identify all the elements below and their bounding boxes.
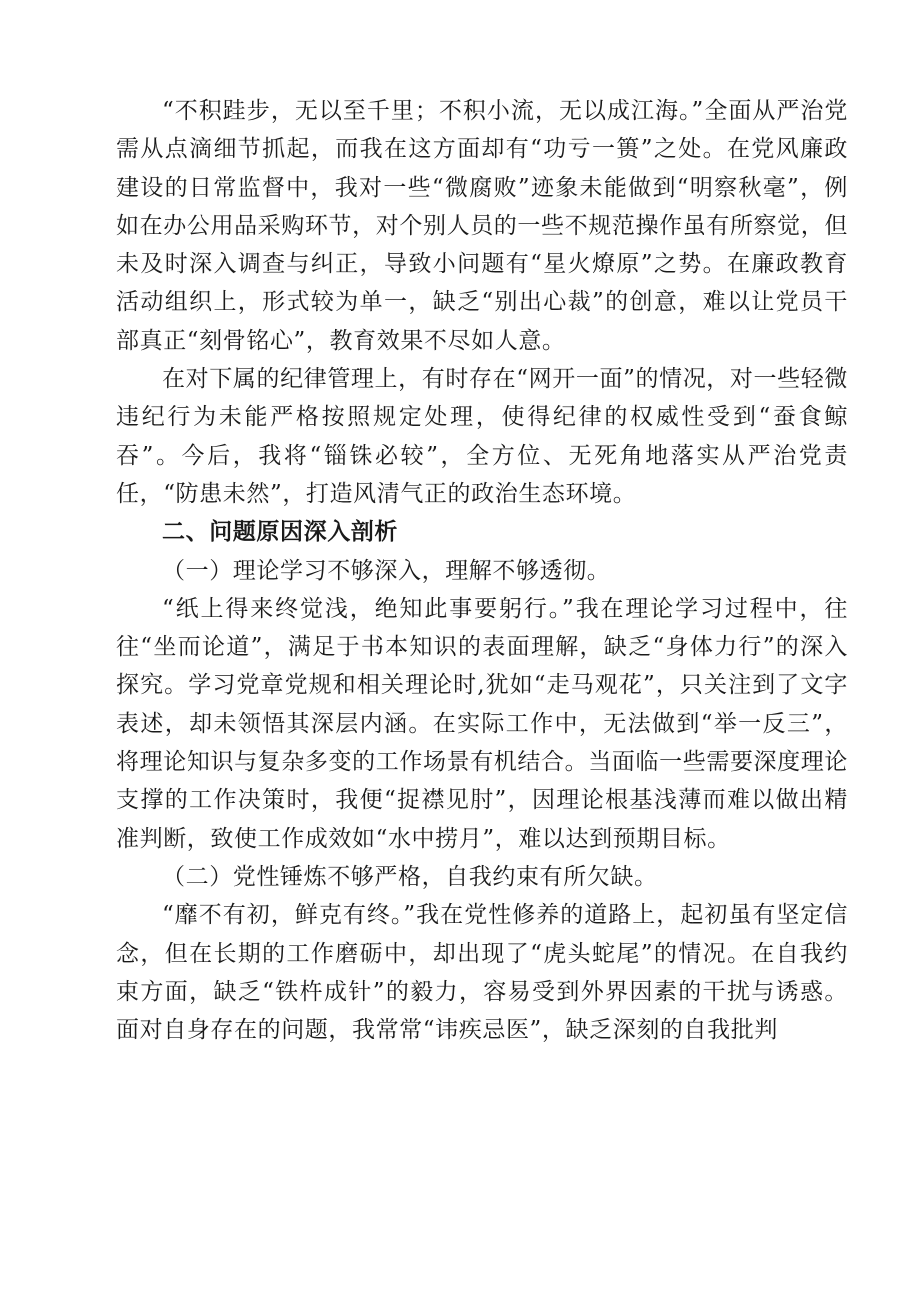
paragraph-theory-study: “纸上得来终觉浅，绝知此事要躬行。”我在理论学习过程中，往往“坐而论道”，满足于书本知识的表面理解，缺乏“身体力行”的深入探究。学习党章党规和相关理论时,犹如“走马观花”，只关注到了文字表述，却未领悟其深层内涵。在实际工作中，无法做到“举一反三”，将理论知识与复杂多变的工作场景有机结合。当面临一些需要深度理论支撑的工作决策时，我便“捉襟见肘”，因理论根基浅薄而难以做出精准判断，致使工作成效如“水中捞月”，难以达到预期目标。 — [116, 595, 848, 852]
document-page — [116, 92, 848, 1049]
subheading-theory-study: （一）理论学习不够深入，理解不够透彻。 — [162, 557, 611, 584]
paragraph-discipline: 在对下属的纪律管理上，有时存在“网开一面”的情况，对一些轻微违纪行为未能严格按照规定处理，使得纪律的权威性受到“蚕食鲸吞”。今后，我将“锱铢必较”，全方位、无死角地落实从严治党责任，“防患未然”，打造风清气正的政治生态环境。 — [116, 366, 848, 507]
paragraph-party-spirit: “靡不有初，鲜克有终。”我在党性修养的道路上，起初虽有坚定信念，但在长期的工作磨砺中，却出现了“虎头蛇尾”的情况。在自我约束方面，缺乏“铁杵成针”的毅力，容易受到外界因素的干扰与诱惑。面对自身存在的问题，我常常“讳疾忌医”，缺乏深刻的自我批判 — [116, 902, 848, 1044]
subheading-party-spirit: （二）党性锤炼不够严格，自我约束有所欠缺。 — [162, 863, 658, 890]
paragraph-supervision: “不积跬步，无以至千里；不积小流，无以成江海。”全面从严治党需从点滴细节抓起，而我在这方面却有“功亏一篑”之处。在党风廉政建设的日常监督中，我对一些“微腐败”迹象未能做到“明察秋毫”，例如在办公用品采购环节，对个别人员的一些不规范操作虽有所察觉，但未及时深入调查与纠正，导致小问题有“星火燎原”之势。在廉政教育活动组织上，形式较为单一，缺乏“别出心裁”的创意，难以让党员干部真正“刻骨铭心”，教育效果不尽如人意。 — [116, 98, 848, 354]
section-heading-cause-analysis: 二、问题原因深入剖析 — [162, 519, 398, 546]
